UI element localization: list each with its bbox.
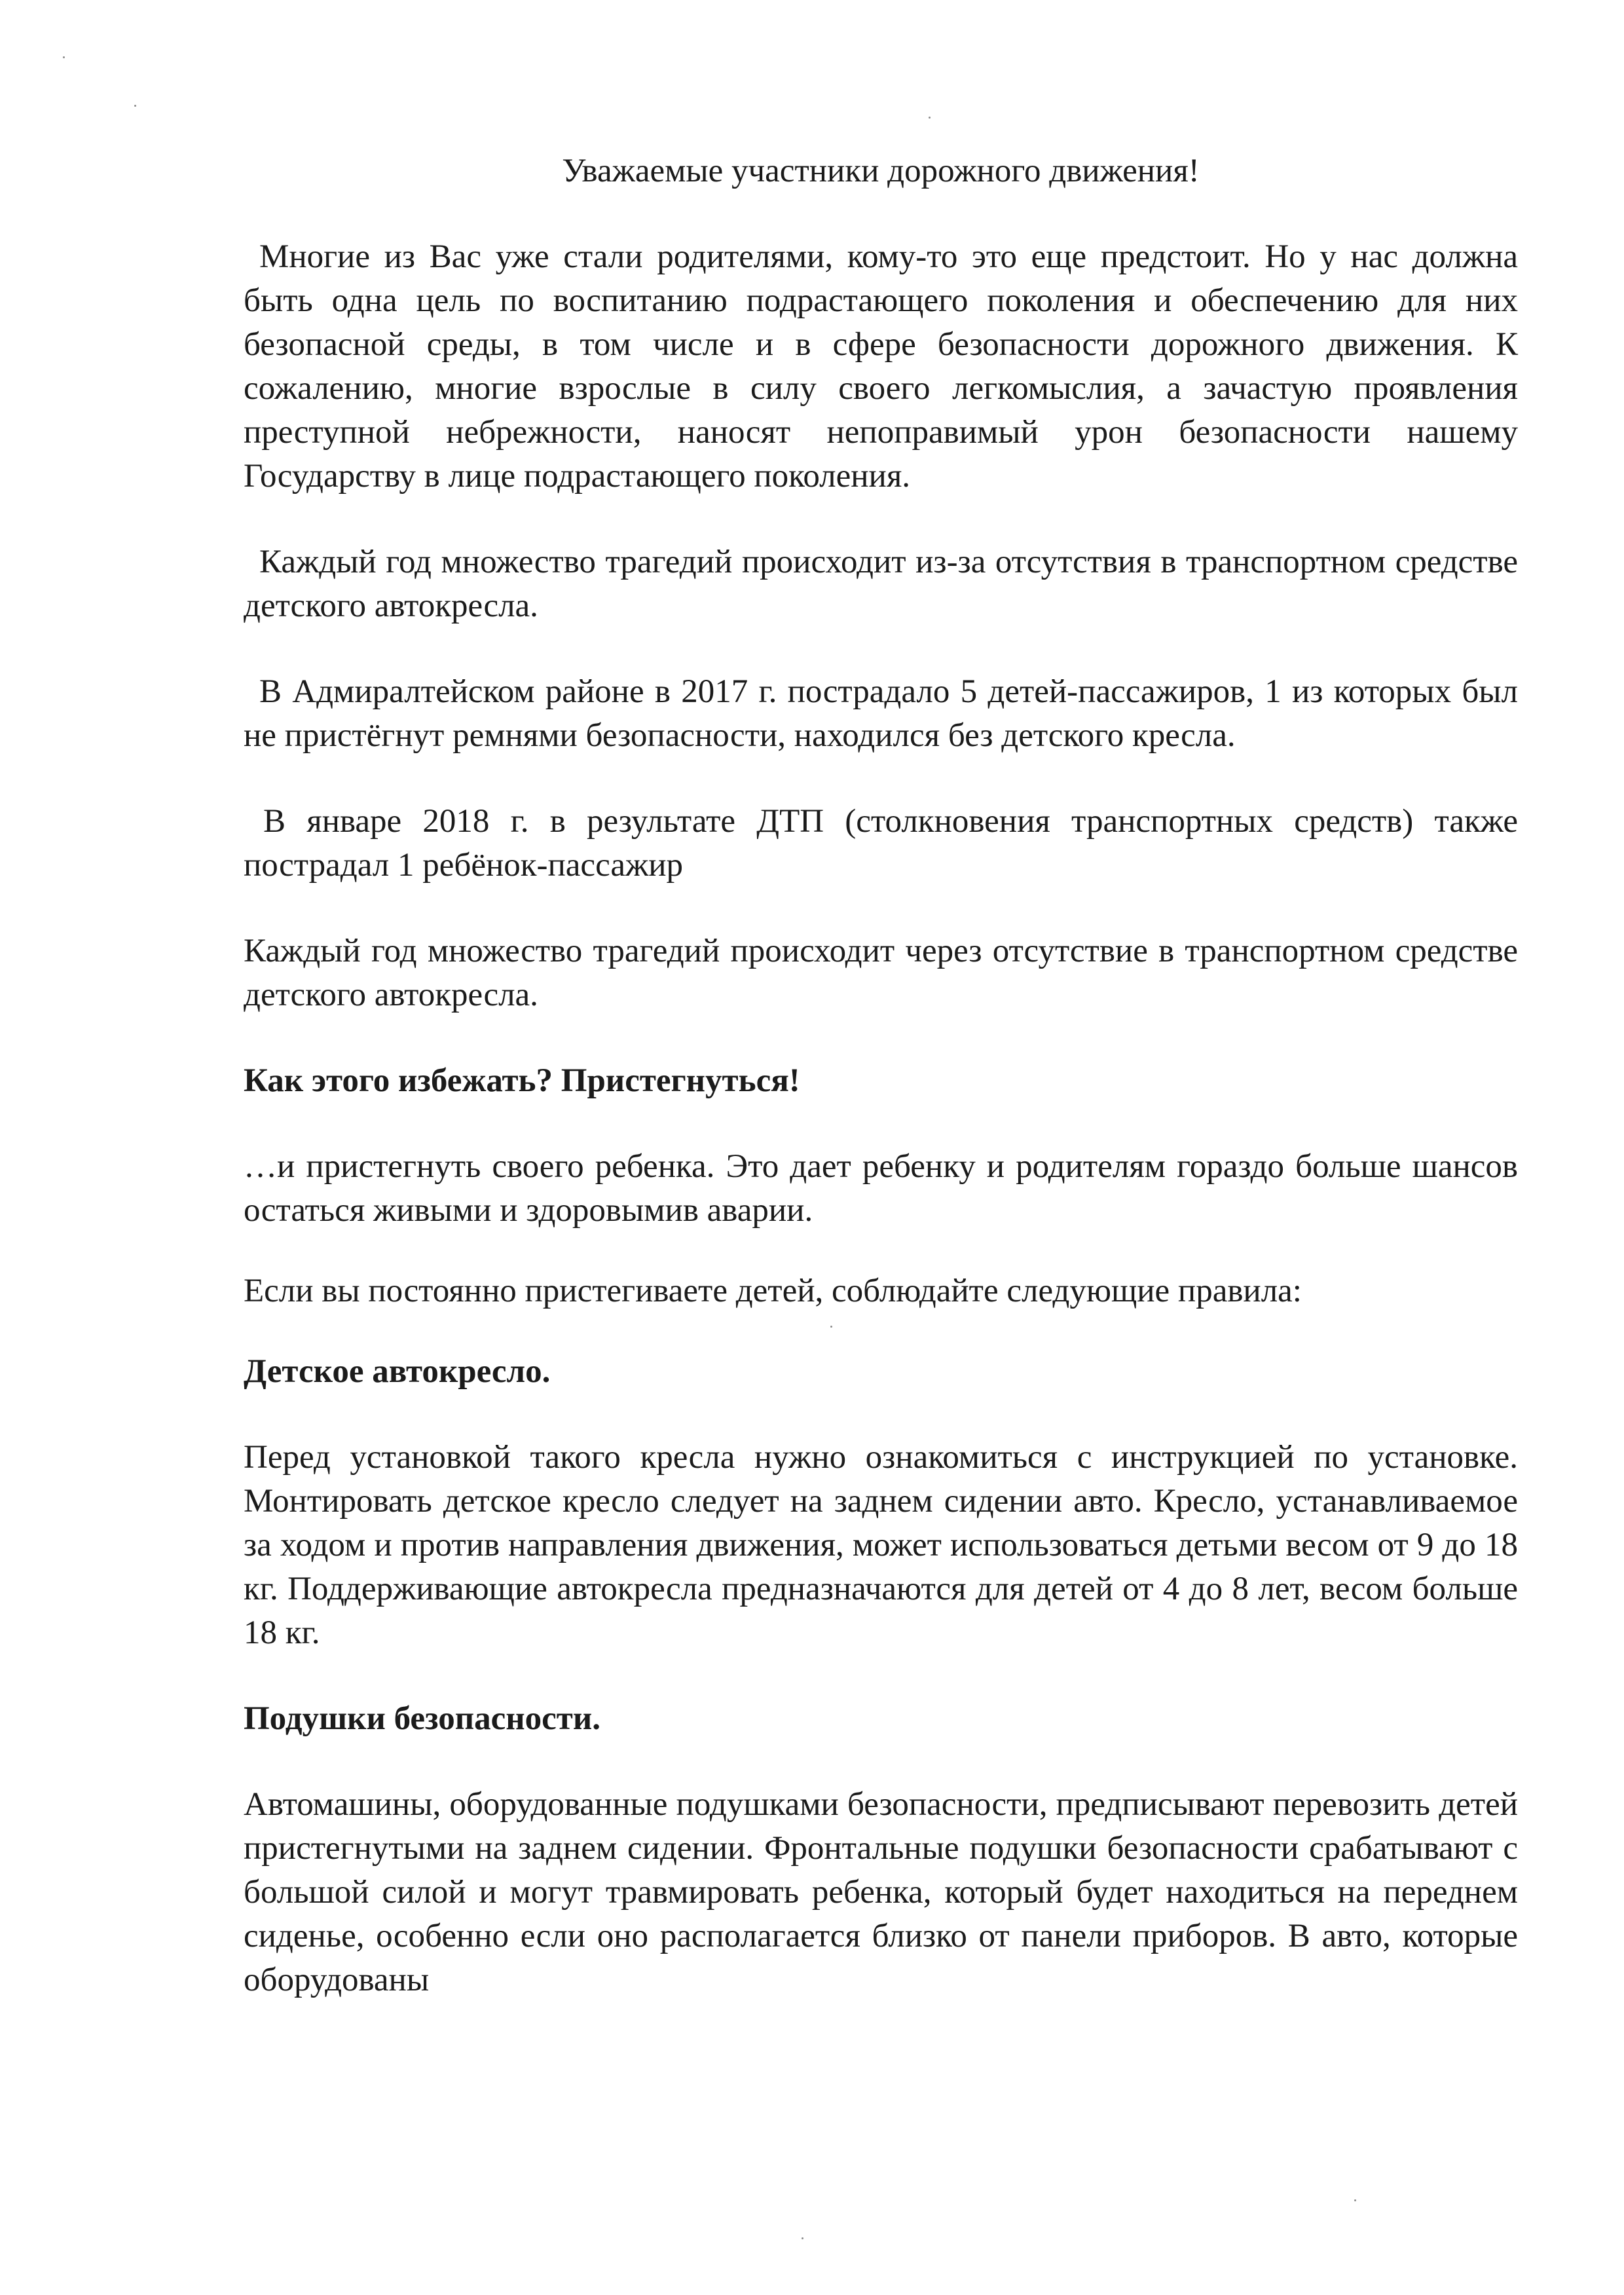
- heading-buckle-up: Как этого избежать? Пристегнуться!: [244, 1062, 800, 1099]
- scan-speck: [1354, 2199, 1356, 2201]
- paragraph-admiralty-2017: В Адмиралтейском районе в 2017 г. пострадало 5 детей-пассажиров, 1 из которых был не пристёгнут ремнями безопасности, находился без детского кресла.: [244, 673, 1518, 754]
- paragraph-parents: Многие из Вас уже стали родителями, кому-то это еще предстоит. Но у нас должна быть одна цель по воспитанию подрастающего поколения и обеспечению для них безопасной среды, в том числе и в сфере безопасности дорожного движения. К сожалению, многие взрослые в силу своего легкомыслия, а зачастую проявления преступной небрежности, наносят непоправимый урон безопасности нашему Государству в лице подрастающего поколения.: [244, 238, 1518, 494]
- paragraph-january-2018: В январе 2018 г. в результате ДТП (столкновения транспортных средств) также пострадал 1 ребёнок-пассажир: [244, 803, 1518, 884]
- scan-speck: [134, 105, 136, 107]
- document-title: Уважаемые участники дорожного движения!: [562, 153, 1200, 189]
- paragraph-tragedies-repeat: Каждый год множество трагедий происходит через отсутствие в транспортном средстве детского автокресла.: [244, 933, 1518, 1013]
- paragraph-tragedies: Каждый год множество трагедий происходит из-за отсутствия в транспортном средстве детского автокресла.: [244, 544, 1518, 624]
- paragraph-child-seat: Перед установкой такого кресла нужно ознакомиться с инструкцией по установке. Монтировать детское кресло следует на заднем сидении авто. Кресло, устанавливаемое за ходом и против направления движения, может использоваться детьми весом от 9 до 18 кг. Поддерживающие автокресла предназначаются для детей от 4 до 8 лет, весом больше 18 кг.: [244, 1439, 1518, 1651]
- heading-child-seat: Детское автокресло.: [244, 1353, 551, 1390]
- paragraph-airbags: Автомашины, оборудованные подушками безопасности, предписывают перевозить детей пристегнутыми на заднем сидении. Фронтальные подушки безопасности срабатывают с большой силой и могут травмировать ребенка, который будет находиться на переднем сиденье, особенно если оно располагается близко от панели приборов. В авто, которые оборудованы: [244, 1786, 1518, 1998]
- heading-airbags: Подушки безопасности.: [244, 1700, 600, 1737]
- paragraph-rules-intro: Если вы постоянно пристегиваете детей, соблюдайте следующие правила:: [244, 1273, 1302, 1309]
- document-body: [244, 149, 1518, 2044]
- paragraph-buckle-child: …и пристегнуть своего ребенка. Это дает ребенку и родителям гораздо больше шансов остаться живыми и здоровымив аварии.: [244, 1148, 1518, 1229]
- scan-speck: [929, 117, 931, 119]
- scan-speck: [802, 2237, 803, 2239]
- scan-speck: [63, 56, 65, 58]
